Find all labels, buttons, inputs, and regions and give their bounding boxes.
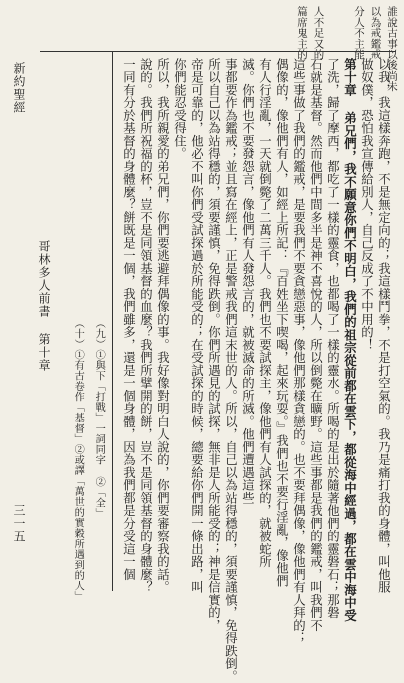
body-column: 以我，我這樣奔跑，不是無定向的；我這樣鬥拳，不是打空氣的。我乃是痛打我的身體，叫他服 [376,58,392,594]
body-column: 石就是基督。然而他們中間多半是神不喜悅的人，所以倒斃在曠野。這些事都是我們的鑑戒，叫我們不 [308,58,324,632]
top-rule [40,51,396,52]
marginal-note: 篇席鬼主的 [296,6,308,60]
footnote: （十）①有古卷作「基督」②或譯「萬世的實穀所遇到的人」 [72,318,84,602]
marginal-note: 以為戒鑑戒 [369,6,382,60]
body-column: 第十章 弟兄們，我不願意你們不明白，我們的祖宗從前都在雲下，都從海中經過，都在雲中海中受 [342,58,358,622]
body-column: 事都要作為鑑戒；並且寫在經上，正是警戒我們這末世的人。所以，自己以為站得穩的，須要謹慎，免得跌倒。 [223,58,239,683]
body-column: 帝是可靠的，他必不叫你們受試探過於所能受的；在受試探的時候，總要給你們開一條出路，叫 [189,58,205,594]
marginal-note: 分人不主能 [353,6,365,60]
footnote: （九）①與下「打戰」一詞同字 ②「全」 [93,318,105,519]
body-column: 有人行淫亂，一天就倒斃了二萬三千人。我們也不要試探主，像他們有人試探的，就被蛇所 [257,58,273,568]
marginal-note: 誰說古事以後尚未 [386,6,398,92]
body-column: 偶像的，像他們有人，如經上所記：『百姓坐下喫喝，起來玩耍。』我們也不要行淫亂，像他們 [274,58,290,588]
body-column: 所以，我所親愛的弟兄們，你們要逃避拜偶像的事。我好像對明白人說的，你們要審察我的話。 [155,58,171,594]
body-column: 了洗，歸了摩西，都吃了一樣的靈食，也都喝了一樣的靈水。所喝的是出於隨著他們的靈磐石；那磐 [325,58,341,619]
margin-divider [112,51,113,591]
book-title: 新約聖經 [12,62,26,114]
body-column: 這些事做了我們的鑑戒，是要我們不要貪戀惡事，像他們那樣貪戀的。也不要拜偶像，像他們有人拜的； [291,58,307,645]
chapter-title: 哥林多人前書 第十章 [37,240,51,372]
page-number: 三一五 [12,504,26,543]
body-column: 一同有分於基督的身體麼？餅既是一個，我們雖多，還是一個身體，因為我們都是分受這一個 [121,58,137,581]
body-column: 所以自己以為站得穩的，須要謹慎，免得跌倒。你們所遇見的試探，無非是人所能受的；神是信實的， [206,58,222,632]
body-column: 說的。我們所祝福的杯，豈不是同領基督的血麼？我們所擘開的餅，豈不是同領基督的身體麼？ [138,58,154,594]
body-column: 做奴僕，恐怕我宣傳給別人，自己反成了不中用的！ [359,58,375,352]
body-column: 滅。你們也不要發怨言，像他們有人發怨言的，就被滅命的所滅。他們遭遇這些 [240,58,256,505]
body-column: 你們能忍受得住。 [172,58,188,160]
marginal-note: 人不足又的 [312,6,325,60]
